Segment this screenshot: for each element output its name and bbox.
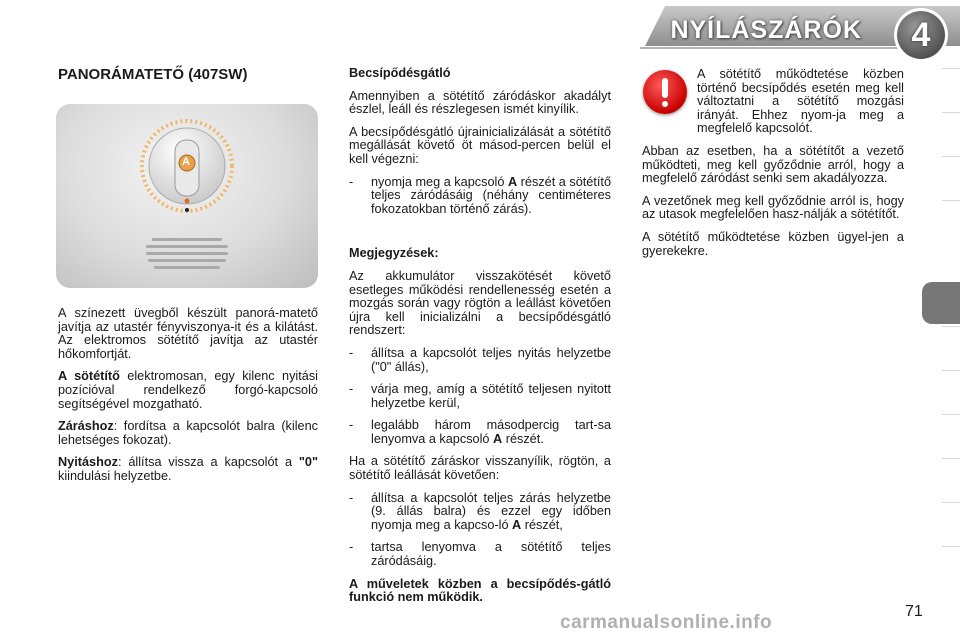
anti-pinch-p1: Amennyiben a sötétítő záródáskor akadályt észlel, leáll és részlegesen ismét kinyílik. <box>349 88 611 117</box>
dash: - <box>349 345 354 360</box>
dash: - <box>349 418 354 433</box>
sunblind-switch-photo <box>56 104 318 288</box>
closing-paragraph <box>58 420 318 447</box>
opening-zero: "0" <box>298 455 318 470</box>
chapter-number: 4 <box>911 16 931 54</box>
blind-paragraph <box>58 370 318 411</box>
anti-pinch-p2: A becsípődésgátló újrainicializálását a sötétítő megállását követő öt másod-percen belül el kell végezni: <box>349 124 611 166</box>
closing-text: : fordítsa a kapcsolót balra (kilenc lehetséges fokozat). <box>58 419 318 447</box>
watermark: carmanualsonline.info <box>560 612 773 633</box>
notes-heading: Megjegyzések: <box>349 246 439 261</box>
blind-term: A sötétítő <box>58 369 120 384</box>
opening-text: : állítsa vissza a kapcsolót a <box>117 455 299 470</box>
opening-text-end: kiindulási helyzetbe. <box>58 468 172 483</box>
notes-p2: Ha a sötétítő záráskor visszanyílik, rögtön, a sötétítő leállását követően: <box>349 454 611 483</box>
chapter-tab[interactable] <box>942 414 960 457</box>
column-1 <box>58 307 318 493</box>
chapter-tab[interactable] <box>942 458 960 501</box>
switch-illustration <box>56 104 318 288</box>
list-item <box>349 541 611 568</box>
step-text: nyomja meg a kapcsoló A részét a sötétítő teljes záródásáig (néhány centiméteres fokozatokban történő zárás). <box>371 174 611 216</box>
dash: - <box>349 382 354 397</box>
list-text: állítsa a kapcsolót teljes zárás helyzetbe (9. állás balra) és ezzel egy időben nyomja meg a kapcso-ló A részét, <box>371 490 611 532</box>
chapter-tab[interactable] <box>942 502 960 545</box>
chapter-tab[interactable] <box>942 326 960 369</box>
chapter-tab[interactable] <box>942 156 960 199</box>
chapter-tabs <box>925 68 960 588</box>
dash: - <box>349 490 354 505</box>
chapter-tab[interactable] <box>942 370 960 413</box>
list-item <box>349 419 611 446</box>
section-title: PANORÁMATETŐ (407SW) <box>58 66 248 83</box>
list-text: várja meg, amíg a sötétítő teljesen nyitott helyzetbe kerül, <box>371 382 611 410</box>
list-text: állítsa a kapcsolót teljes nyitás helyzetbe ("0" állás), <box>371 345 611 374</box>
list-item <box>349 347 611 374</box>
chapter-title: NYÍLÁSZÁRÓK <box>670 16 862 44</box>
closing-term: Záráshoz <box>58 419 114 434</box>
list-text: tartsa lenyomva a sötétítő teljes záródásáig. <box>371 540 611 569</box>
dash: - <box>349 540 354 555</box>
driver-paragraph: Abban az esetben, ha a sötétítőt a vezető működteti, meg kell győződnie arról, hogy a megfelelő záródást senki sem akadályozza. <box>642 143 904 186</box>
step-item <box>349 176 611 217</box>
column-3 <box>642 68 904 267</box>
opening-term: Nyitáshoz <box>58 455 118 470</box>
warning-paragraph: A sötétítő működtetése közben történő becsípődés esetén meg kell változtatni a sötétítő mozgási irányát. Ehhez nyom-ja meg a megfelelő kapcsolót. <box>697 67 904 136</box>
icon-spacer <box>642 68 697 124</box>
opening-paragraph <box>58 456 318 483</box>
anti-pinch-heading: Becsípődésgátló <box>349 66 451 80</box>
notes-p1: Az akkumulátor visszakötését követő esetleges működési rendellenesség esetén a mozgás során vagy rögtön a leállást követően újra kell inicializálni a becsípődésgátló rendszert: <box>349 268 611 338</box>
switch-label-a: A <box>182 156 190 168</box>
page-number: 71 <box>905 603 923 620</box>
column-2 <box>349 67 611 614</box>
dash: - <box>349 174 354 189</box>
intro-paragraph: A színezett üvegből készült panorá-matető javítja az utastér fényviszonya-it és a kilátást. Az elektromos sötétítő javítja az utastér hőkomfortját. <box>58 306 318 361</box>
blind-text: elektromosan, egy kilenc nyitási pozícióval rendelkező forgó-kapcsoló segítségével mozgatható. <box>58 369 318 411</box>
list-item <box>349 492 611 533</box>
chapter-tab[interactable] <box>942 546 960 589</box>
list-item <box>349 383 611 410</box>
chapter-tab[interactable] <box>942 112 960 155</box>
passengers-paragraph: A vezetőnek meg kell győződnie arról is, hogy az utasok megfelelően hasz-nálják a sötétítőt. <box>642 193 904 222</box>
warning-bold-note: A műveletek közben a becsípődés-gátló funkció nem működik. <box>349 576 611 605</box>
children-paragraph: A sötétítő működtetése közben ügyel-jen a gyerekekre. <box>642 229 904 258</box>
chapter-tab[interactable] <box>942 68 960 111</box>
header-banner <box>0 0 960 62</box>
chapter-tab[interactable] <box>942 200 960 243</box>
list-text: legalább három másodpercig tart-sa lenyomva a kapcsoló A részét. <box>371 418 611 446</box>
chapter-tab-active[interactable] <box>922 282 960 324</box>
